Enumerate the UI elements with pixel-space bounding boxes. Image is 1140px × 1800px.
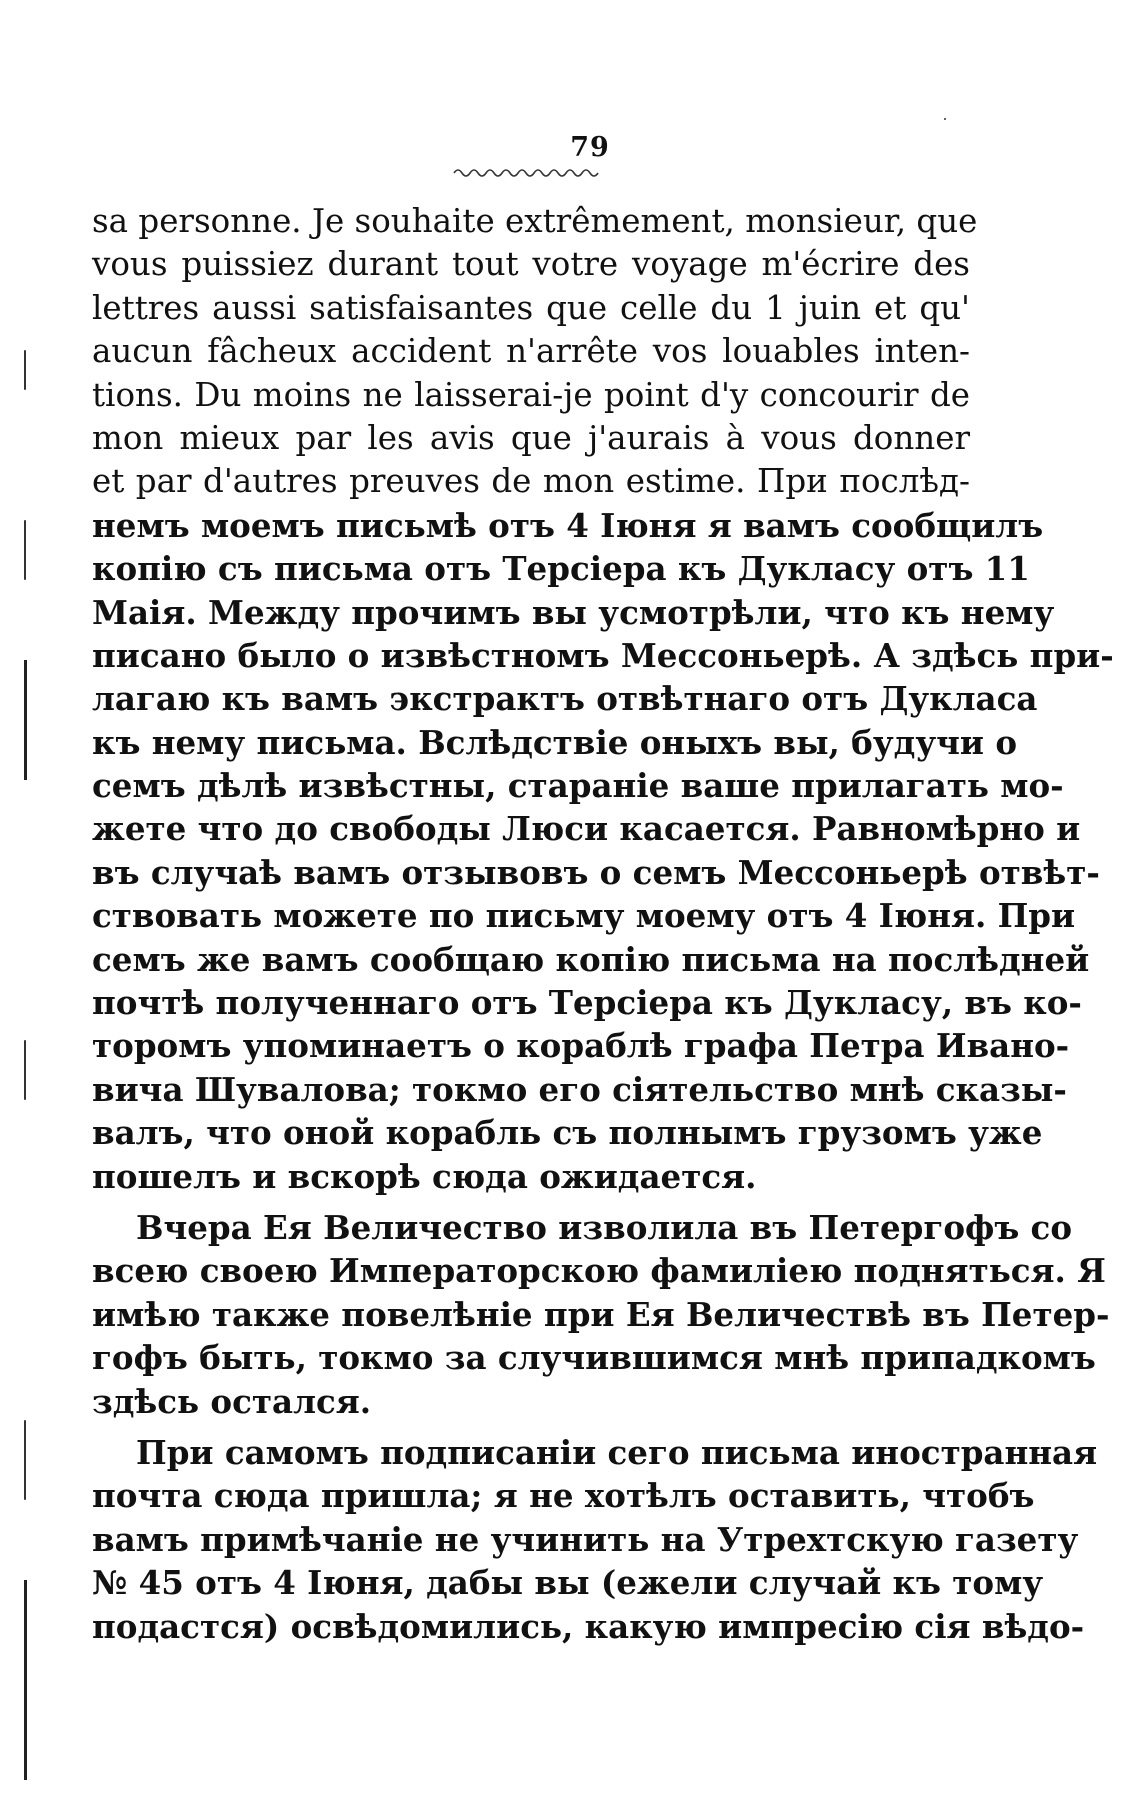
scan-speck [944,118,946,120]
scan-speck [24,350,26,390]
text-line: подастся) освѣдомились, какую импресію сія вѣдо- [92,1606,1085,1646]
text-line: немъ моемъ письмѣ отъ 4 Іюня я вамъ сообщилъ [92,505,1044,545]
text-line: семъ дѣлѣ извѣстны, стараніе ваше прилагать мо- [92,766,1064,806]
text-line: lettres aussi satisfaisantes que celle du 1 juin et qu' [92,288,970,327]
text-line: всею своею Императорскою фамиліею подняться. Я [92,1251,1106,1291]
wavy-rule-ornament [452,166,602,180]
text-line: почтѣ полученнаго отъ Терсіера къ Дукласу, въ ко- [92,983,1082,1023]
text-line: копію съ письма отъ Терсіера къ Дукласу отъ 11 [92,549,1030,589]
text-line: mon mieux par les avis que j'aurais à vous donner [92,418,970,457]
text-line: aucun fâcheux accident n'arrête vos louables inten- [92,332,970,371]
text-line: пошелъ и вскорѣ сюда ожидается. [92,1156,757,1196]
scan-edge-line [24,660,27,780]
text-line: ствовать можете по письму моему отъ 4 Іюня. При [92,896,1076,936]
text-line: здѣсь остался. [92,1381,372,1421]
text-line: торомъ упоминаетъ о кораблѣ графа Петра Ивано- [92,1026,1070,1066]
body-text [92,200,1114,1648]
text-line: tions. Du moins ne laisserai-je point d'y concourir de [92,375,970,414]
text-line: лагаю къ вамъ экстрактъ отвѣтнаго отъ Дукласа [92,679,1038,719]
text-line: sa personne. Je souhaite extrêmement, monsieur, que [92,202,978,240]
scan-speck [24,1420,26,1500]
text-line: имѣю также повелѣніе при Ея Величествѣ въ Петер- [92,1294,1110,1334]
text-line: При самомъ подписаніи сего письма иностранная [136,1432,1098,1472]
text-line: № 45 отъ 4 Іюня, дабы вы (ежели случай къ тому [92,1563,1044,1603]
text-line: жете что до свободы Люси касается. Равномѣрно и [92,809,1081,849]
text-line: къ нему письма. Вслѣдствіе оныхъ вы, будучи о [92,722,1018,762]
text-line: vous puissiez durant tout votre voyage m'écrire des [92,245,970,284]
text-line: въ случаѣ вамъ отзывовъ о семъ Мессоньерѣ отвѣт- [92,852,1100,892]
text-line: et par d'autres preuves de mon estime. При послѣд- [92,462,970,501]
text-line: почта сюда пришла; я не хотѣлъ оставить, чтобъ [92,1476,1035,1516]
text-line: Вчера Ея Величество изволила въ Петергофъ со [136,1207,1073,1247]
text-line: вича Шувалова; токмо его сіятельство мнѣ сказы- [92,1069,1067,1109]
text-line: семъ же вамъ сообщаю копію письма на послѣдней [92,939,1090,979]
page-number: 79 [570,132,610,163]
scan-speck [24,520,26,580]
text-line: гофъ быть, токмо за случившимся мнѣ припадкомъ [92,1338,1096,1378]
text-line: писано было о извѣстномъ Мессоньерѣ. А здѣсь при- [92,635,1114,675]
scan-speck [24,1040,26,1100]
scan-edge-line [24,1580,27,1780]
text-line: валъ, что оной корабль съ полнымъ грузомъ уже [92,1113,1043,1153]
text-line: Маія. Между прочимъ вы усмотрѣли, что къ нему [92,592,1055,632]
text-line: вамъ примѣчаніе не учинить на Утрехтскую газету [92,1519,1079,1559]
